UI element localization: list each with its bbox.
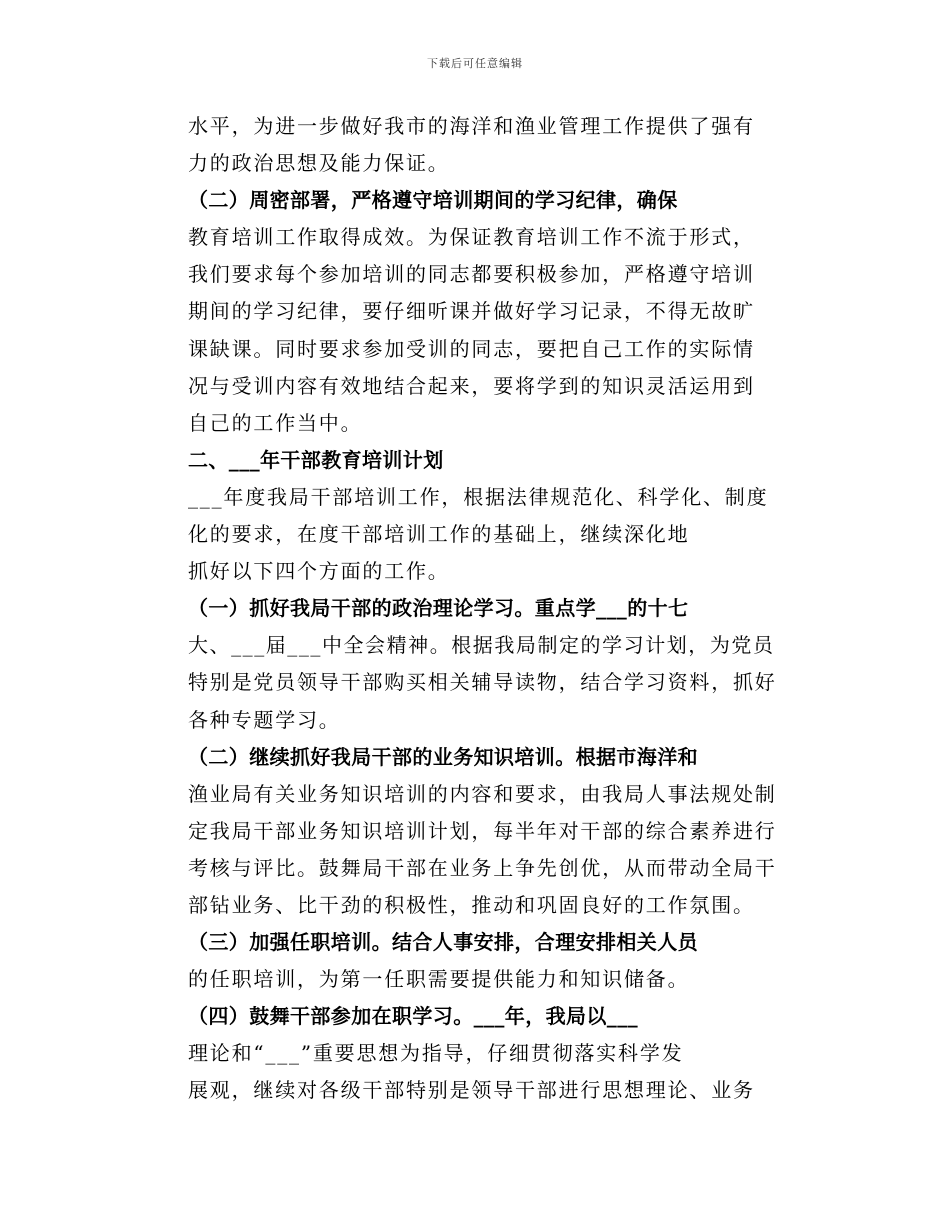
body-text-line: 定我局干部业务知识培训计划，每半年对干部的综合素养进行 [188,818,777,843]
document-body [188,108,788,1110]
section-heading-line: （四）鼓舞干部参加在职学习。___年，我局以___ [188,1004,638,1029]
body-text-line: 部钻业务、比干劲的积极性，推动和巩固良好的工作氛围。 [188,892,755,917]
section-heading-line: （二）继续抓好我局干部的业务知识培训。根据市海洋和 [188,744,698,769]
body-text-line: 特别是党员领导干部购买相关辅导读物，结合学习资料，抓好 [188,670,777,695]
body-text-line: 期间的学习纪律，要仔细听课并做好学习记录，不得无故旷 [188,299,755,324]
page-header: 下载后可任意编辑 [427,57,523,70]
body-text-line: 课缺课。同时要求参加受训的同志，要把自己工作的实际情 [188,336,755,361]
body-text-line: 教育培训工作取得成效。为保证教育培训工作不流于形式， [188,225,755,250]
body-text-line: 抓好以下四个方面的工作。 [188,559,450,584]
section-heading-line: （一）抓好我局干部的政治理论学习。重点学___的十七 [188,596,689,621]
body-text-line: 水平，为进一步做好我市的海洋和渔业管理工作提供了强有 [188,114,755,138]
body-text-line: ___年度我局干部培训工作，根据法律规范化、科学化、制度 [188,484,769,509]
body-text-line: 大、___届___中全会精神。根据我局制定的学习计划，为党员 [188,633,775,658]
body-text-line: 考核与评比。鼓舞局干部在业务上争先创优，从而带动全局干 [188,855,777,880]
body-text-line: 化的要求，在度干部培训工作的基础上，继续深化地 [188,522,690,547]
section-heading-line: （三）加强任职培训。结合人事安排，合理安排相关人员 [188,930,698,955]
section-heading-line: 二、___年干部教育培训计划 [188,447,444,472]
body-text-line: 展观，继续对各级干部特别是领导干部进行思想理论、业务 [188,1078,755,1103]
section-heading-line: （二）周密部署，严格遵守培训期间的学习纪律，确保 [188,188,678,213]
body-text-line: 我们要求每个参加培训的同志都要积极参加，严格遵守培训 [188,262,755,287]
body-text-line: 渔业局有关业务知识培训的内容和要求，由我局人事法规处制 [188,781,777,806]
body-text-line: 理论和“___”重要思想为指导，仔细贯彻落实科学发 [188,1041,684,1066]
body-text-line: 力的政治思想及能力保证。 [188,151,450,176]
body-text-line: 各种专题学习。 [188,707,341,732]
body-text-line: 况与受训内容有效地结合起来，要将学到的知识灵活运用到 [188,373,755,398]
body-text-line: 自己的工作当中。 [188,410,363,435]
body-text-line: 的任职培训，为第一任职需要提供能力和知识储备。 [188,967,690,992]
